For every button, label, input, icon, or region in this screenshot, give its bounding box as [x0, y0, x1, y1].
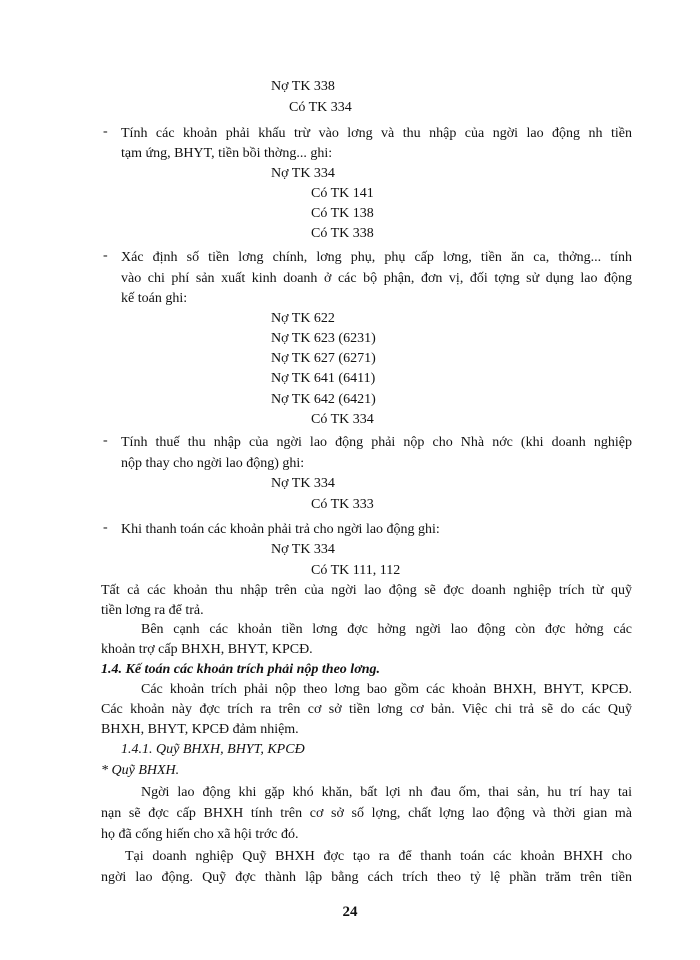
bullet-text: Tính các khoản phải khấu trừ vào lơng và thu nhập của ngời lao động nh tiền [121, 126, 632, 141]
paragraph-line: họ đã cống hiến cho xã hội trớc đó. [101, 827, 299, 842]
entry-debit: Nợ TK 334 [271, 542, 335, 557]
bullet-text: Tính thuế thu nhập của ngời lao động phải nộp cho Nhà nớc (khi doanh nghiệp [121, 435, 632, 450]
entry-debit: Nợ TK 627 (6271) [271, 351, 376, 366]
bullet-dash: - [103, 124, 108, 139]
entry-credit: Có TK 111, 112 [311, 563, 401, 578]
bullet-text: vào chi phí sản xuất kinh doanh ở các bộ phận, đơn vị, đối tợng sử dụng lao động [121, 271, 632, 286]
entry-credit: Có TK 338 [311, 226, 374, 241]
paragraph-line: ngời lao động. Quỹ đợc thành lập bằng cách trích theo tỷ lệ phần trăm trên tiền [101, 870, 632, 885]
entry-credit: Có TK 334 [311, 412, 374, 427]
entry-credit: Có TK 334 [289, 100, 352, 115]
entry-debit: Nợ TK 642 (6421) [271, 392, 376, 407]
entry-debit: Nợ TK 334 [271, 166, 335, 181]
paragraph-line: Các khoản trích phải nộp theo lơng bao gồm các khoản BHXH, BHYT, KPCĐ. [141, 682, 632, 697]
paragraph-line: tiền lơng ra để trả. [101, 603, 204, 618]
item-heading: * Quỹ BHXH. [101, 763, 180, 778]
bullet-text: kế toán ghi: [121, 291, 188, 306]
paragraph-line: khoản trợ cấp BHXH, BHYT, KPCĐ. [101, 642, 313, 657]
paragraph-line: Bên cạnh các khoản tiền lơng đợc hởng ngời lao động còn đợc hởng các [141, 622, 632, 637]
paragraph-line: Tất cả các khoản thu nhập trên của ngời lao động sẽ đợc doanh nghiệp trích từ quỹ [101, 583, 632, 598]
entry-debit: Nợ TK 338 [271, 79, 335, 94]
entry-debit: Nợ TK 623 (6231) [271, 331, 376, 346]
section-heading: 1.4. Kế toán các khoản trích phải nộp theo lơng. [101, 662, 380, 677]
entry-debit: Nợ TK 334 [271, 476, 335, 491]
bullet-dash: - [103, 433, 108, 448]
entry-credit: Có TK 138 [311, 206, 374, 221]
entry-debit: Nợ TK 641 (6411) [271, 371, 376, 386]
page-number: 24 [342, 904, 358, 920]
entry-credit: Có TK 141 [311, 186, 374, 201]
paragraph-line: nạn sẽ đợc cấp BHXH tính trên cơ sở số lợng, chất lợng lao động và thời gian mà [101, 806, 632, 821]
paragraph-line: Ngời lao động khi gặp khó khăn, bất lợi nh đau ốm, thai sản, hu trí hay tai [141, 785, 632, 800]
bullet-text: nộp thay cho ngời lao động) ghi: [121, 456, 305, 471]
bullet-text: Xác định số tiền lơng chính, lơng phụ, phụ cấp lơng, tiền ăn ca, thởng... tính [121, 250, 632, 265]
entry-debit: Nợ TK 622 [271, 311, 335, 326]
bullet-dash: - [103, 520, 108, 535]
paragraph-line: BHXH, BHYT, KPCĐ đảm nhiệm. [101, 722, 299, 737]
bullet-text: Khi thanh toán các khoản phải trả cho ngời lao động ghi: [121, 522, 440, 537]
subsection-heading: 1.4.1. Quỹ BHXH, BHYT, KPCĐ [121, 742, 305, 757]
paragraph-line: Các khoản này đợc trích ra trên cơ sở tiền lơng cơ bản. Việc chi trả sẽ do các Quỹ [101, 702, 632, 717]
entry-credit: Có TK 333 [311, 497, 374, 512]
paragraph-line: Tại doanh nghiệp Quỹ BHXH đợc tạo ra để thanh toán các khoản BHXH cho [125, 849, 632, 864]
bullet-text: tạm ứng, BHYT, tiền bồi thờng... ghi: [121, 146, 333, 161]
bullet-dash: - [103, 248, 108, 263]
